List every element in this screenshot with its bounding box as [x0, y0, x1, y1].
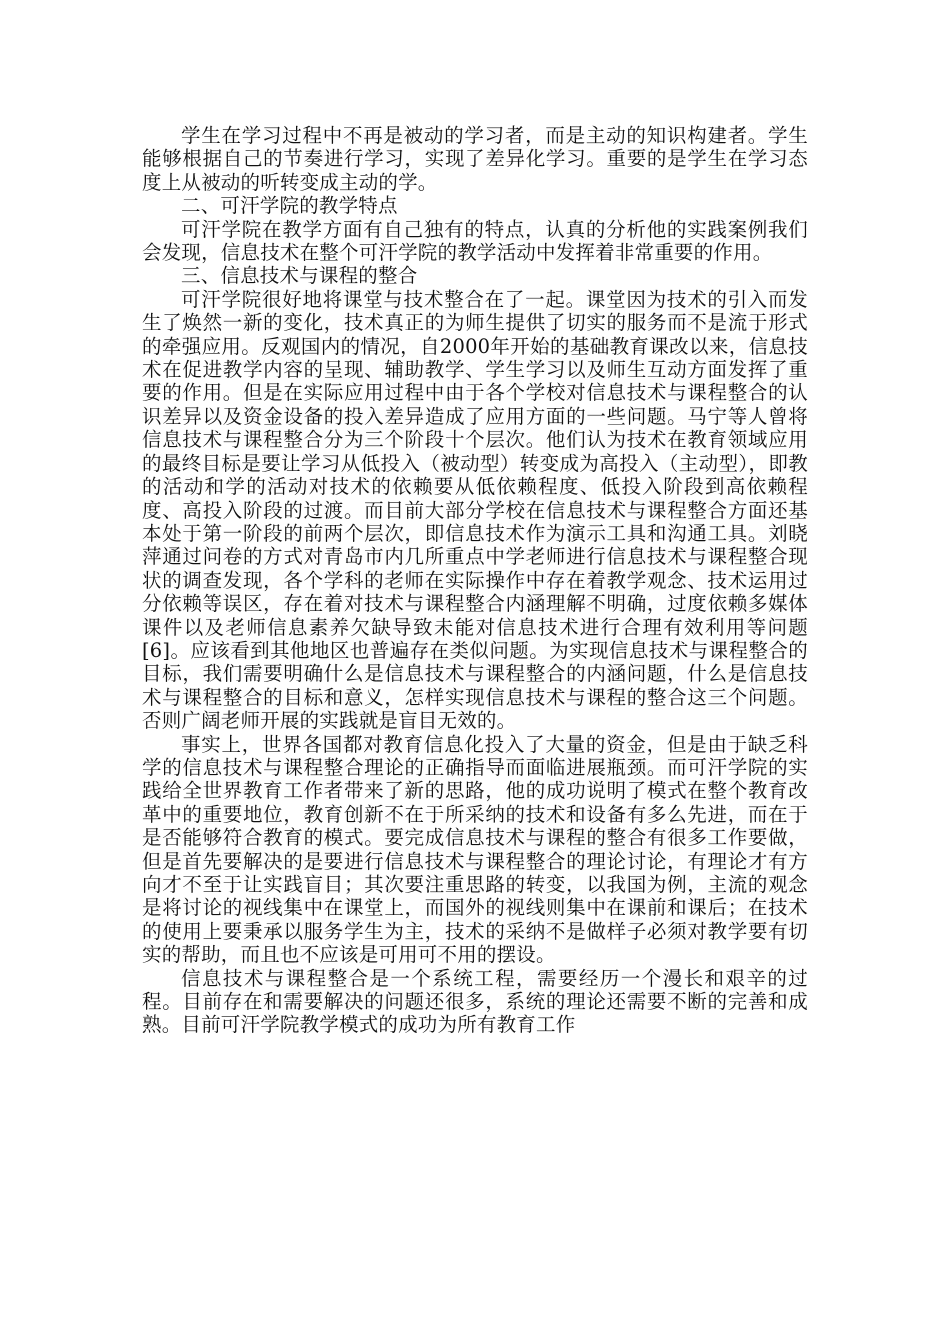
document-body: [142, 124, 808, 1037]
paragraph-section-3-main: 可汗学院很好地将课堂与技术整合在了一起。课堂因为技术的引入而发生了焕然一新的变化，技术真正的为师生提供了切实的服务而不是流于形式的牵强应用。反观国内的情况，自2000年开始的基础教育课改以来，信息技术在促进教学内容的呈现、辅助教学、学生学习以及师生互动方面发挥了重要的作用。但是在实际应用过程中由于各个学校对信息技术与课程整合的认识差异以及资金设备的投入差异造成了应用方面的一些问题。马宁等人曾将信息技术与课程整合分为三个阶段十个层次。他们认为技术在教育领域应用的最终目标是要让学习从低投入（被动型）转变成为高投入（主动型），即教的活动和学的活动对技术的依赖要从低依赖程度、低投入阶段到高依赖程度、高投入阶段的过渡。而目前大部分学校在信息技术与课程整合方面还基本处于第一阶段的前两个层次，即信息技术作为演示工具和沟通工具。刘晓萍通过问卷的方式对青岛市内几所重点中学老师进行信息技术与课程整合现状的调查发现，各个学科的老师在实际操作中存在着教学观念、技术运用过分依赖等误区，存在着对技术与课程整合内涵理解不明确，过度依赖多媒体课件以及老师信息素养欠缺导致未能对信息技术进行合理有效利用等问题[6]。应该看到其他地区也普遍存在类似问题。为实现信息技术与课程整合的目标，我们需要明确什么是信息技术与课程整合的内涵问题，什么是信息技术与课程整合的目标和意义，怎样实现信息技术与课程的整合这三个问题。否则广阔老师开展的实践就是盲目无效的。: [142, 287, 808, 733]
paragraph-section-2: 可汗学院在教学方面有自己独有的特点，认真的分析他的实践案例我们会发现，信息技术在整个可汗学院的教学活动中发挥着非常重要的作用。: [142, 217, 808, 265]
paragraph-section-3-conclusion: 信息技术与课程整合是一个系统工程，需要经历一个漫长和艰辛的过程。目前存在和需要解决的问题还很多，系统的理论还需要不断的完善和成熟。目前可汗学院教学模式的成功为所有教育工作: [142, 966, 808, 1037]
section-heading-2: 二、可汗学院的教学特点: [181, 194, 398, 218]
paragraph-section-3-fact: 事实上，世界各国都对教育信息化投入了大量的资金，但是由于缺乏科学的信息技术与课程整合理论的正确指导而面临进展瓶颈。而可汗学院的实践给全世界教育工作者带来了新的思路，他的成功说明了模式在整个教育改革中的重要地位，教育创新不在于所采纳的技术和设备有多么先进，而在于是否能够符合教育的模式。要完成信息技术与课程的整合有很多工作要做，但是首先要解决的是要进行信息技术与课程整合的理论讨论，有理论才有方向才不至于让实践盲目；其次要注重思路的转变，以我国为例，主流的观念是将讨论的视线集中在课堂上，而国外的视线则集中在课前和课后；在技术的使用上要秉承以服务学生为主，技术的采纳不是做样子必须对教学要有切实的帮助，而且也不应该是可用可不用的摆设。: [142, 732, 808, 967]
paragraph-intro: 学生在学习过程中不再是被动的学习者，而是主动的知识构建者。学生能够根据自己的节奏进行学习，实现了差异化学习。重要的是学生在学习态度上从被动的听转变成主动的学。: [142, 124, 808, 194]
section-heading-3: 三、信息技术与课程的整合: [181, 264, 418, 288]
